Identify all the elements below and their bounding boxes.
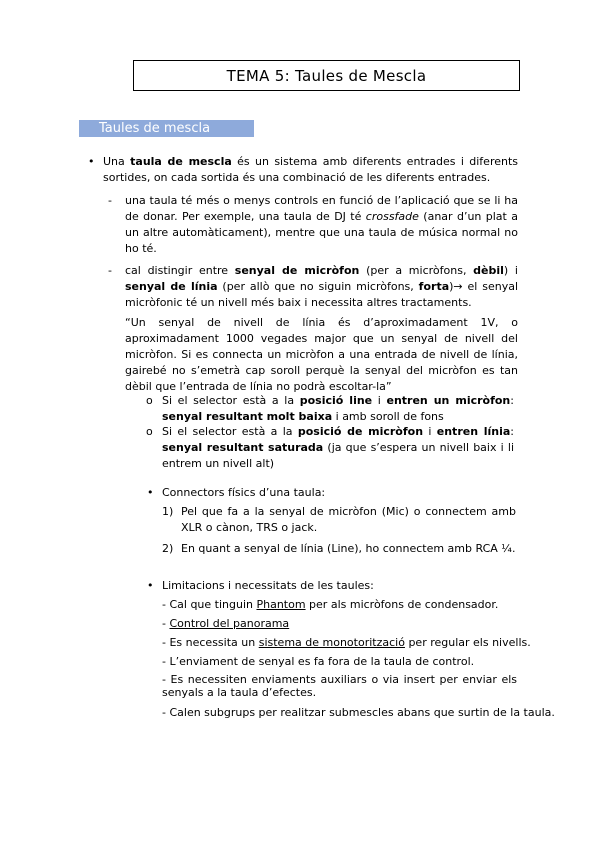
- circle-marker-2: o: [146, 425, 153, 438]
- connector-number-2: 2): [162, 542, 174, 555]
- limitation-aux: - Es necessiten enviaments auxiliars o via insert per enviar els senyals a la taula d’efectes.: [162, 673, 517, 699]
- dash-marker-1: -: [108, 194, 112, 207]
- selector-mic-case: Si el selector està a la posició de micròfon i entren línia: senyal resultant saturada (ja que s’espera un nivell baix i li entrem un nivell alt): [162, 425, 514, 470]
- connector-number-1: 1): [162, 505, 174, 518]
- dash-marker-2: -: [108, 264, 112, 277]
- section-heading: Taules de mescla: [79, 120, 254, 137]
- limitation-monitoring: - Es necessita un sistema de monotorització per regular els nivells.: [162, 636, 531, 649]
- intro-paragraph: Una taula de mescla és un sistema amb diferents entrades i diferents sortides, on cada sortida és una combinació de les diferents entrades.: [103, 155, 519, 184]
- term-crossfade: crossfade: [365, 210, 419, 223]
- limitations-heading: Limitacions i necessitats de les taules:: [162, 579, 374, 592]
- limitation-subgroups: - Calen subgrups per realitzar submescles abans que surtin de la taula.: [162, 706, 555, 719]
- bullet-limitations: •: [147, 579, 154, 592]
- subitem-controls: una taula té més o menys controls en funció de l’aplicació que se li ha de donar. Per exemple, una taula de DJ té crossfade (anar d’un plat a un altre automàticament), mentre que una taula de música normal no ho té.: [125, 194, 518, 255]
- subitem-signal-types: cal distingir entre senyal de micròfon (per a micròfons, dèbil) i senyal de línia (per allò que no siguin micròfons, forta)→ el senyal micròfonic té un nivell més baix i necessita altres tractaments.: [125, 264, 518, 309]
- connector-item-1: Pel que fa a la senyal de micròfon (Mic) o connectem amb XLR o cànon, TRS o jack.: [181, 505, 516, 534]
- bullet-connectors: •: [147, 486, 154, 499]
- link-phantom[interactable]: Phantom: [256, 598, 306, 611]
- bullet-intro: •: [88, 155, 95, 168]
- quote-paragraph: “Un senyal de nivell de línia és d’aproximadament 1V, o aproximadament 1000 vegades major que un senyal de nivell del micròfon. Si es connecta un micròfon a una entrada de nivell de línia, gairebé no s’emetrà cap soroll perquè la senyal del micròfon es tan dèbil que l’entrada de línia no podrà escoltar-la”: [125, 316, 518, 393]
- term-taula-de-mescla: taula de mescla: [130, 155, 232, 168]
- limitation-phantom: - Cal que tinguin Phantom per als micròfons de condensador.: [162, 598, 499, 611]
- link-control-panorama[interactable]: Control del panorama: [169, 617, 290, 630]
- connector-item-2: En quant a senyal de línia (Line), ho connectem amb RCA ¼.: [181, 542, 516, 555]
- connectors-heading: Connectors físics d’una taula:: [162, 486, 326, 499]
- link-monotoritzacio[interactable]: sistema de monotorització: [258, 636, 405, 649]
- limitation-send: - L’enviament de senyal es fa fora de la taula de control.: [162, 655, 475, 668]
- selector-line-case: Si el selector està a la posició line i entren un micròfon: senyal resultant molt baixa i amb soroll de fons: [162, 394, 514, 423]
- page-title-box: [133, 60, 520, 91]
- page-title: TEMA 5: Taules de Mescla: [226, 66, 427, 85]
- circle-marker-1: o: [146, 394, 153, 407]
- limitation-panorama: - Control del panorama: [162, 617, 290, 630]
